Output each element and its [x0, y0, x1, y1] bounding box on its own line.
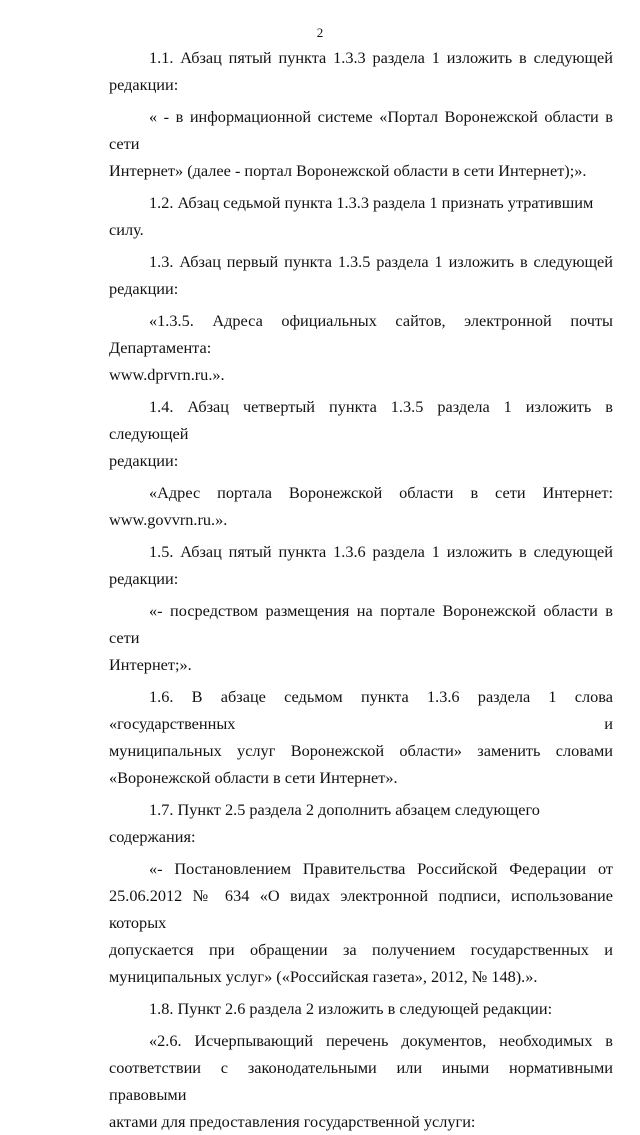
quote-1-8-line-2: соответствии с законодательными или иными нормативными правовыми [109, 1058, 613, 1104]
paragraph-1-4-line-2: редакции: [109, 451, 179, 470]
quote-1-1-line-2: Интернет» (далее - портал Воронежской области в сети Интернет);». [109, 161, 587, 180]
quote-1-7-line-1: «- Постановлением Правительства Российской Федерации от [149, 859, 613, 878]
quote-1-8-line-3: актами для предоставления государственной услуги: [109, 1112, 476, 1131]
paragraph-1-5-line-2: редакции: [109, 569, 179, 588]
quote-1-7-line-2: 25.06.2012 № 634 «О видах электронной подписи, использование которых [109, 886, 613, 932]
paragraph-1-1-line-2: редакции: [109, 75, 179, 94]
paragraph-1-3-line-2: редакции: [109, 279, 179, 298]
paragraph-1-6-line-3: «Воронежской области в сети Интернет». [109, 768, 398, 787]
page-number: 2 [316, 25, 324, 40]
quote-1-3-line-2: www.dprvrn.ru.». [109, 365, 225, 384]
paragraph-1-6-line-2: муниципальных услуг Воронежской области» заменить словами [109, 741, 613, 760]
quote-1-3-line-1: «1.3.5. Адреса официальных сайтов, электронной почты Департамента: [109, 311, 613, 357]
quote-1-4-line-1: «Адрес портала Воронежской области в сети Интернет: [149, 483, 613, 502]
quote-1-4-line-2: www.govvrn.ru.». [109, 510, 228, 529]
quote-1-8-line-1: «2.6. Исчерпывающий перечень документов, необходимых в [149, 1031, 613, 1050]
paragraph-1-4-line-1: 1.4. Абзац четвертый пункта 1.3.5 раздела 1 изложить в следующей [109, 397, 613, 443]
paragraph-1-2: 1.2. Абзац седьмой пункта 1.3.3 раздела 1 признать утратившим силу. [109, 193, 594, 239]
paragraph-1-6-line-1: 1.6. В абзаце седьмом пункта 1.3.6 раздела 1 слова «государственных и [109, 687, 613, 733]
quote-1-1-line-1: « - в информационной системе «Портал Воронежской области в сети [109, 107, 613, 153]
quote-1-7-line-4: муниципальных услуг» («Российская газета», 2012, № 148).». [109, 967, 538, 986]
paragraph-1-7: 1.7. Пункт 2.5 раздела 2 дополнить абзацем следующего содержания: [109, 800, 540, 846]
paragraph-1-8: 1.8. Пункт 2.6 раздела 2 изложить в следующей редакции: [149, 999, 553, 1018]
paragraph-1-3-line-1: 1.3. Абзац первый пункта 1.3.5 раздела 1 изложить в следующей [149, 252, 613, 271]
quote-1-7-line-3: допускается при обращении за получением государственных и [109, 940, 613, 959]
document-body [109, 44, 613, 1135]
quote-1-5-line-2: Интернет;». [109, 655, 192, 674]
quote-1-5-line-1: «- посредством размещения на портале Воронежской области в сети [109, 601, 613, 647]
paragraph-1-5-line-1: 1.5. Абзац пятый пункта 1.3.6 раздела 1 изложить в следующей [149, 542, 613, 561]
paragraph-1-1-line-1: 1.1. Абзац пятый пункта 1.3.3 раздела 1 изложить в следующей [149, 48, 613, 67]
